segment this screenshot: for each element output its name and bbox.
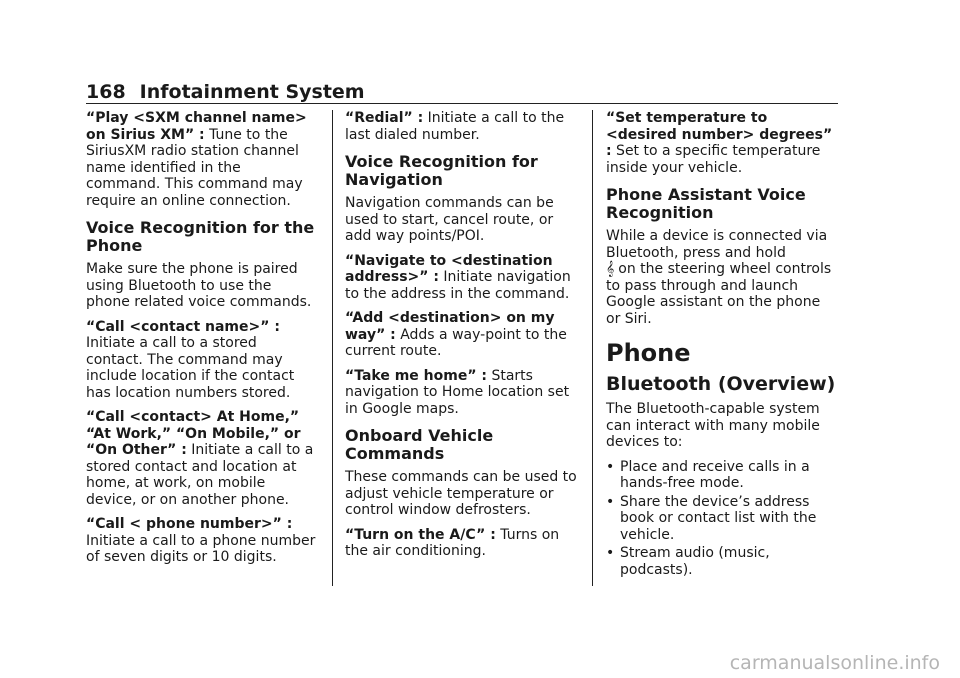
header-rule [86, 103, 838, 104]
command-name: “Call < phone number>” : [86, 516, 293, 532]
paragraph-text: While a device is connected via Bluetooth, press and hold [606, 228, 828, 261]
page-number: 168 [86, 81, 126, 103]
watermark: carmanualsonline.info [729, 652, 940, 674]
command-name: “Add <destination> on my way” : [345, 310, 555, 343]
command-entry [86, 409, 318, 508]
command-description: Adds a way-point to the current route. [345, 326, 567, 359]
section-heading: Onboard Vehicle Commands [345, 426, 494, 463]
bullet-list [606, 459, 838, 579]
command-name: “Call <contact> At Home,” “At Work,” “On Mobile,” or “On Other” : [86, 409, 301, 458]
list-item: • Stream audio (music, podcasts). [606, 545, 838, 578]
paragraph: These commands can be used to adjust vehicle temperature or control window defrosters. [345, 469, 577, 518]
command-entry [345, 253, 577, 303]
paragraph: The Bluetooth-capable system can interact with many mobile devices to: [606, 401, 820, 450]
list-item: • Share the device’s address book or contact list with the vehicle. [606, 494, 838, 544]
subsection-title: Bluetooth (Overview) [606, 373, 836, 395]
command-entry [606, 110, 838, 176]
command-name: “Call <contact name>” : [86, 318, 280, 335]
section-heading: Voice Recognition for Navigation [345, 152, 538, 189]
command-entry [345, 368, 577, 418]
command-entry [345, 527, 577, 560]
command-name: “Play <SXM channel name> on Sirius XM” : [86, 110, 307, 143]
column-divider [332, 110, 333, 586]
command-description: Starts navigation to Home location set in Google maps. [345, 367, 570, 417]
command-entry [345, 310, 577, 360]
section-heading: Phone Assistant Voice Recognition [606, 185, 806, 222]
column-divider [592, 110, 593, 586]
paragraph: Navigation commands can be used to start, cancel route, or add way points/POI. [345, 195, 554, 244]
column-1 [86, 110, 318, 574]
section-heading: Voice Recognition for the Phone [86, 218, 315, 255]
page-title: Infotainment System [139, 81, 365, 103]
command-entry [86, 319, 318, 402]
command-description: Initiate a call to a stored contact. The command may include location if the contact has location numbers stored. [86, 335, 295, 401]
list-item: • Place and receive calls in a hands-free mode. [606, 459, 838, 492]
paragraph [606, 228, 838, 327]
voice-recognition-icon: 𝄞 [606, 261, 615, 277]
command-description: Initiate navigation to the address in the command. [345, 269, 571, 302]
paragraph-text: on the steering wheel controls to pass through and launch Google assistant on the phone or Siri. [606, 261, 832, 327]
command-name: “Redial” : [345, 110, 424, 126]
column-2 [345, 110, 577, 568]
command-entry [345, 110, 577, 143]
command-name: “Take me home” : [345, 367, 487, 384]
command-description: Initiate a call to a stored contact and location at home, at work, on mobile device, or on another phone. [86, 442, 314, 508]
command-description: Set to a specific temperature inside your vehicle. [606, 143, 821, 176]
command-name: “Set temperature to <desired number> degrees” : [606, 110, 833, 159]
command-name: “Navigate to <destination address>” : [345, 252, 553, 285]
page-header [86, 80, 838, 104]
chapter-title: Phone [606, 339, 691, 367]
command-description: Initiate a call to a phone number of seven digits or 10 digits. [86, 532, 316, 565]
command-name: “Turn on the A/C” : [345, 526, 496, 543]
paragraph: Make sure the phone is paired using Bluetooth to use the phone related voice commands. [86, 261, 312, 310]
command-entry [86, 110, 318, 209]
command-entry [86, 516, 318, 566]
command-description: Turns on the air conditioning. [345, 526, 560, 559]
command-description: Tune to the SiriusXM radio station channel name identified in the command. This command may require an online connection. [86, 126, 303, 209]
command-description: Initiate a call to the last dialed number. [345, 110, 565, 143]
column-3 [606, 110, 838, 580]
